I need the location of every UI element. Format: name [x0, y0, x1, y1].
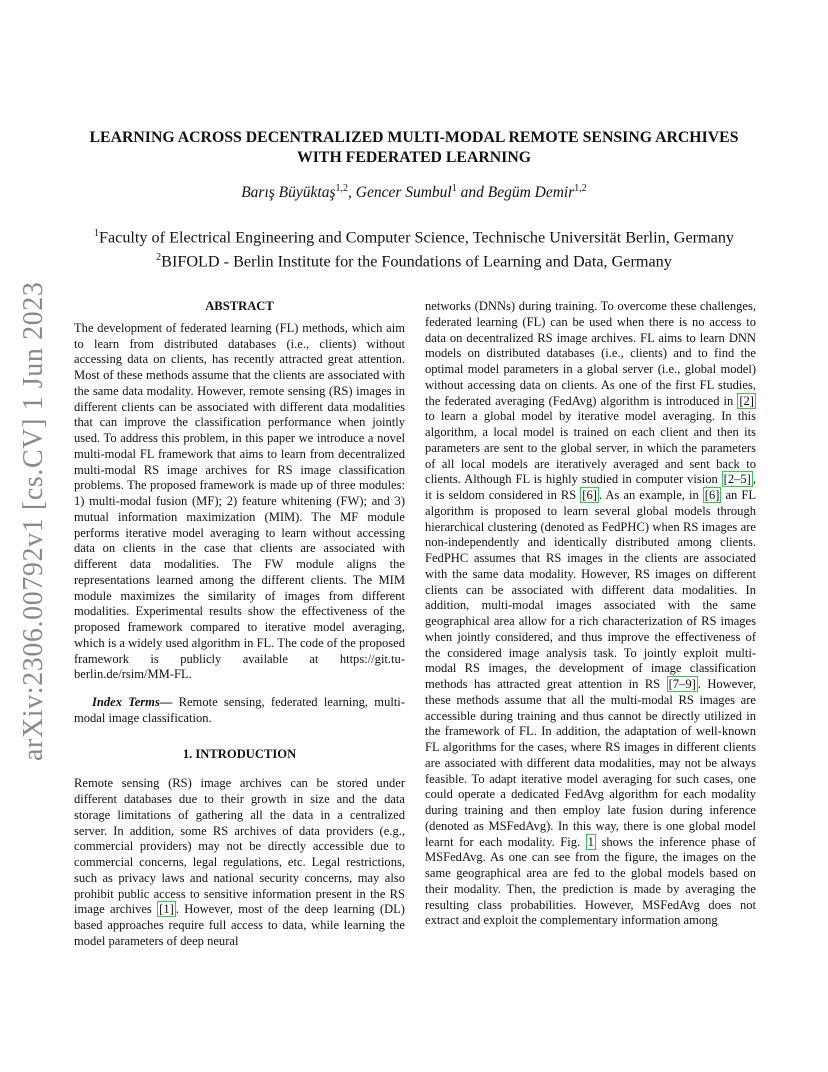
introduction-heading: 1. INTRODUCTION	[182, 746, 297, 761]
right-column	[425, 299, 756, 929]
figure-link[interactable]: 1	[587, 834, 594, 849]
index-terms-text: Remote sensing, federated learning, multi-modal image classification.	[74, 695, 405, 725]
intro-text: . However, most of the deep learning (DL) based approaches require full access to data, while learning the model parameters of deep neural	[74, 902, 405, 948]
citation-link[interactable]: [6]	[582, 488, 597, 502]
intro-text: , it is seldom considered in RS	[425, 472, 756, 502]
citation-link[interactable]: [2–5]	[723, 472, 751, 487]
author-separator: and	[456, 184, 488, 202]
intro-text: to learn a global model by iterative model averaging. In this algorithm, a local model is trained on each client and then its parameters are sent to the global server, in which the parameters of all local models are iteratively averaged and sent back to clients. Although FL is highly studied in computer vision	[425, 409, 756, 487]
arxiv-identifier: arXiv:2306.00792v1 [cs.CV] 1 Jun 2023	[18, 281, 49, 761]
citation-link[interactable]: [2]	[739, 393, 754, 408]
author-separator: ,	[348, 184, 356, 202]
intro-text: Remote sensing (RS) image archives can be stored under different databases due to their growth in size and the data storage limitations of gathering all the data in a centralized server. In addition, some RS archives of data providers (e.g., commercial providers) may not be directly accessible due to commercial concerns, legal regulations, etc. Legal restrictions, such as privacy laws and national security concerns, may also prohibit public access to sensitive information present in the RS image archives	[74, 776, 405, 917]
affil-mark: 2	[156, 251, 162, 263]
index-terms	[74, 695, 405, 727]
affil-text: Faculty of Electrical Engineering and Computer Science, Technische Universität Berlin, Germany	[98, 228, 735, 247]
author-affil-mark: 1,2	[335, 183, 348, 194]
affiliations	[70, 224, 758, 272]
affiliation-1	[70, 224, 758, 248]
intro-text: . However, these methods assume that all the multi-modal RS images are accessible during training and thus cannot be directly utilized in the framework of FL. In addition, the adaptation of well-known FL algorithms for the cases, where RS images in different clients are associated with different data modalities, may not be always feasible. To adapt iterative model averaging for such cases, one could operate a dedicated FedAvg algorithm for each modality during training and then employ late fusion during inference (denoted as MSFedAvg). In this way, there is one global model learnt for each modality. Fig.	[425, 677, 756, 849]
title-line-2: WITH FEDERATED LEARNING	[296, 148, 532, 166]
citation-link[interactable]: [1]	[159, 902, 174, 917]
affiliation-2	[70, 248, 758, 272]
index-terms-label: Index Terms—	[92, 695, 173, 709]
intro-paragraph-left	[74, 776, 405, 949]
author-affil-mark: 1,2	[574, 183, 587, 194]
affil-text: BIFOLD - Berlin Institute for the Foundations of Learning and Data, Germany	[161, 252, 672, 271]
left-column	[74, 299, 405, 950]
abstract-text: The development of federated learning (FL) methods, which aim to learn from distributed databases (i.e., clients) without accessing data on clients, has recently attracted great attention. Most of these methods assume that the clients are associated with the same data modality. However, remote sensing (RS) images in different clients can be associated with different data modalities that can improve the classification performance when jointly used. To address this problem, in this paper we introduce a novel multi-modal FL framework that aims to learn from decentralized multi-modal RS image archives for RS image classification problems. The proposed framework is made up of three modules: 1) multi-modal fusion (MF); 2) feature whitening (FW); and 3) mutual information maximization (MIM). The MF module performs iterative model averaging to learn without accessing data on clients in the case that clients are associated with different data modalities. The FW module aligns the representations learned among the different clients. The MIM module maximizes the similarity of images from different modalities. Experimental results show the effectiveness of the proposed framework compared to iterative model averaging, which is a widely used algorithm in FL. The code of the proposed framework is publicly available at https://git.tu-berlin.de/rsim/MM-FL.	[74, 320, 405, 682]
author-name: Gencer Sumbul	[355, 184, 452, 202]
citation-link[interactable]: [7–9]	[668, 677, 696, 691]
author-name: Begüm Demir	[487, 184, 575, 202]
abstract-heading: ABSTRACT	[205, 299, 274, 313]
intro-text: networks (DNNs) during training. To overcome these challenges, federated learning (FL) can be used when there is no access to data on decentralized RS image archives. FL aims to learn DNN models on distributed databases (i.e., clients) and to find the optimal model parameters in a global server (i.e., global model) without accessing data on clients. As one of the first FL studies, the federated averaging (FedAvg) algorithm is introduced in	[425, 299, 756, 408]
title-line-1: LEARNING ACROSS DECENTRALIZED MULTI-MODAL REMOTE SENSING ARCHIVES	[89, 129, 739, 146]
paper-title	[70, 128, 758, 167]
author-list	[70, 183, 758, 202]
intro-paragraph-right	[425, 299, 756, 929]
author-affil-mark: 1	[451, 183, 457, 194]
affil-mark: 1	[93, 228, 99, 239]
author-name: Barış Büyüktaş	[241, 184, 336, 202]
intro-text: shows the inference phase of MSFedAvg. As one can see from the figure, the images on the same geographical area are fed to the global models based on their modality. Then, the prediction is made by averaging the resulting class probabilities. However, MSFedAvg does not extract and exploit the complementary information among	[425, 834, 756, 928]
citation-link[interactable]: [6]	[704, 488, 720, 502]
intro-text: . As an example, in	[598, 488, 703, 502]
intro-text: an FL algorithm is proposed to learn several global models through hierarchical clustering (denoted as FedPHC) when RS images are non-independently and identically distributed among clients. FedPHC assumes that RS images in the clients are associated with the same data modality. However, RS images on different clients can be associated with different data modalities. In addition, multi-modal images associated with the same geographical area allow for a rich characterization of RS images when jointly considered, and thus improve the effectiveness of the considered image analysis task. To jointly exploit multi-modal RS images, the development of image classification methods has attracted great attention in RS	[425, 488, 756, 691]
